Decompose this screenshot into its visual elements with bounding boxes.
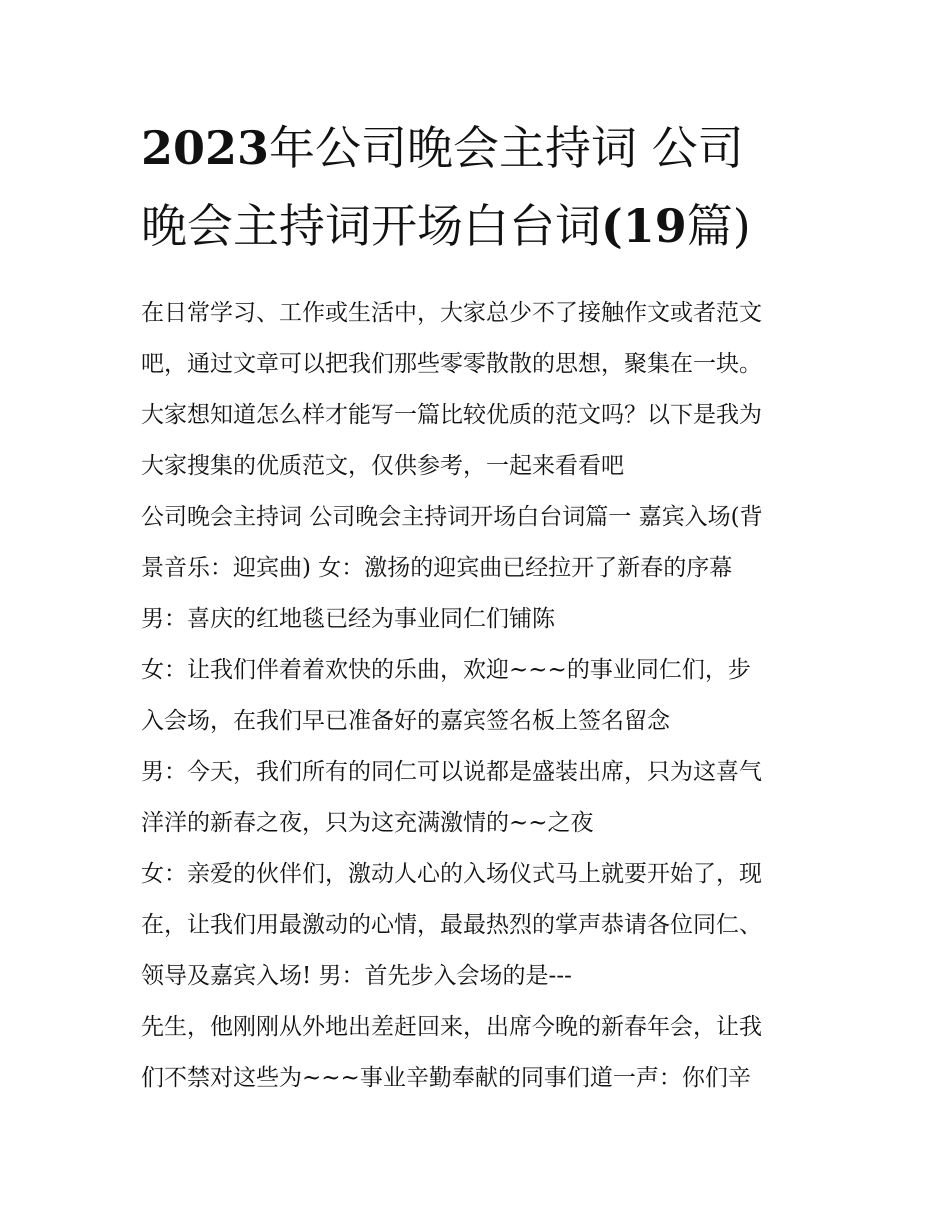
title-line-2 xyxy=(141,194,813,258)
title-year: 2023 xyxy=(141,121,270,175)
title-line-2-tail: 篇) xyxy=(686,199,751,253)
body-line: 公司晚会主持词 公司晚会主持词开场白台词篇一 嘉宾入场(背 xyxy=(141,504,763,530)
body-line: 们不禁对这些为~~~事业辛勤奉献的同事们道一声：你们辛 xyxy=(141,1065,751,1091)
document-title xyxy=(141,116,813,258)
body-line: 洋洋的新春之夜，只为这充满激情的~~之夜 xyxy=(141,810,594,836)
body-line: 在日常学习、工作或生活中，大家总少不了接触作文或者范文 xyxy=(141,300,762,326)
body-line: 先生，他刚刚从外地出差赶回来，出席今晚的新春年会，让我 xyxy=(141,1014,762,1040)
body-line: 男：今天，我们所有的同仁可以说都是盛装出席，只为这喜气 xyxy=(141,759,762,785)
body-line: 女：亲爱的伙伴们，激动人心的入场仪式马上就要开始了，现 xyxy=(141,861,762,887)
body-line: 在，让我们用最激动的心情，最最热烈的掌声恭请各位同仁、 xyxy=(141,912,762,938)
body-line: 领导及嘉宾入场! 男：首先步入会场的是--- xyxy=(141,963,572,989)
title-line-1-text: 年公司晚会主持词 公司 xyxy=(269,121,744,175)
title-line-2-text: 晚会主持词开场白台词 xyxy=(141,199,601,253)
body-line: 吧，通过文章可以把我们那些零零散散的思想，聚集在一块。 xyxy=(141,351,762,377)
document-body xyxy=(141,288,813,1104)
title-count: (19 xyxy=(601,199,687,253)
document-page xyxy=(141,116,813,1104)
body-line: 男：喜庆的红地毯已经为事业同仁们铺陈 xyxy=(141,606,555,632)
title-line-1 xyxy=(141,116,813,180)
body-line: 大家想知道怎么样才能写一篇比较优质的范文吗？以下是我为 xyxy=(141,402,762,428)
body-line: 女：让我们伴着着欢快的乐曲，欢迎~~~的事业同仁们，步 xyxy=(141,657,751,683)
body-line: 景音乐：迎宾曲) 女：激扬的迎宾曲已经拉开了新春的序幕 xyxy=(141,555,733,581)
body-line: 大家搜集的优质范文，仅供参考，一起来看看吧 xyxy=(141,453,624,479)
body-line: 入会场，在我们早已准备好的嘉宾签名板上签名留念 xyxy=(141,708,670,734)
